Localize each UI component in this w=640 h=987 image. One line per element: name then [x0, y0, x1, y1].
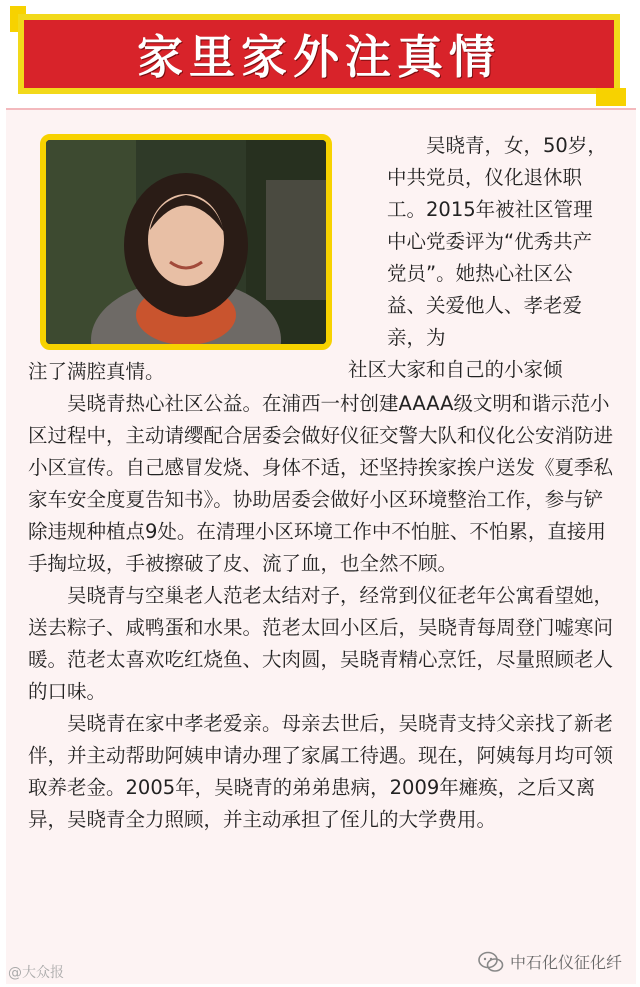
watermark-right-label: 中石化仪征化纤	[509, 953, 622, 972]
page-title: 家里家外注真情	[137, 30, 501, 84]
watermark-right	[478, 950, 622, 973]
lead-text	[348, 130, 610, 386]
article-body	[28, 356, 618, 836]
banner-accent	[596, 88, 626, 106]
body-paragraph: 吴晓青热心社区公益。在浦西一村创建AAAA级文明和谐示范小区过程中，主动请缨配合居委会做好仪征交警大队和仪化公安消防进小区宣传。自己感冒发烧、身体不适，还坚持挨家挨户送发《夏季私家车安全度夏告知书》。协助居委会做好小区环境整治工作，参与铲除违规种植点9处。在清理小区环境工作中不怕脏、不怕累，直接用手掏垃圾，手被擦破了皮、流了血，也全然不顾。	[28, 392, 614, 575]
lead-paragraph-cont: 社区大家和自己的小家倾	[348, 358, 563, 381]
lead-paragraph-end: 注了满腔真情。	[28, 360, 165, 383]
title-banner-inner	[24, 20, 614, 88]
portrait-image	[46, 140, 326, 344]
title-banner	[18, 14, 620, 94]
wechat-icon	[478, 951, 504, 973]
body-paragraph: 吴晓青与空巢老人范老太结对子，经常到仪征老年公寓看望她，送去粽子、咸鸭蛋和水果。范老太回小区后，吴晓青每周登门嘘寒问暖。范老太喜欢吃红烧鱼、大肉圆，吴晓青精心烹饪，尽量照顾老人的口味。	[28, 584, 614, 703]
article-panel	[6, 108, 636, 984]
watermark-left: @大众报	[8, 965, 64, 981]
portrait-photo	[40, 134, 332, 350]
body-paragraph: 吴晓青在家中孝老爱亲。母亲去世后，吴晓青支持父亲找了新老伴，并主动帮助阿姨申请办理了家属工待遇。现在，阿姨每月均可领取养老金。2005年，吴晓青的弟弟患病，2009年瘫痪，之后又离异，吴晓青全力照顾，并主动承担了侄儿的大学费用。	[28, 712, 614, 831]
lead-paragraph: 吴晓青，女，50岁，中共党员，仪化退休职工。2015年被社区管理中心党委评为“优秀共产党员”。她热心社区公益、关爱他人、孝老爱亲，为	[387, 134, 607, 349]
